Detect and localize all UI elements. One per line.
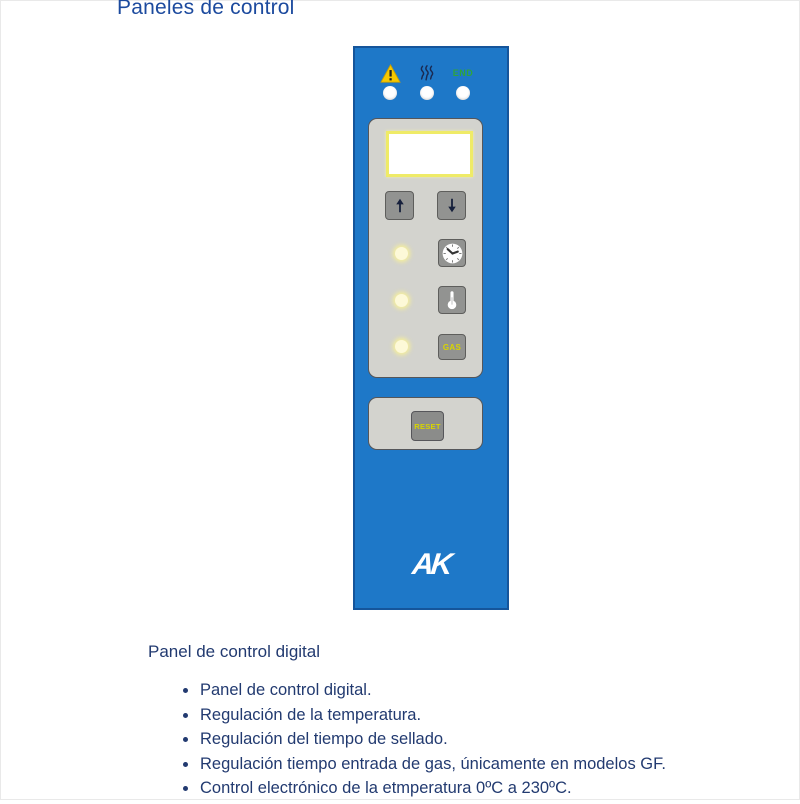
list-item-text: Regulación tiempo entrada de gas, únicamente en modelos GF. xyxy=(200,754,666,773)
thermometer-icon xyxy=(441,289,463,311)
list-item-text: Regulación del tiempo de sellado. xyxy=(200,730,448,748)
list-item xyxy=(181,755,666,774)
gas-button-label: GAS xyxy=(442,342,462,352)
digital-display xyxy=(386,131,473,177)
up-button xyxy=(385,191,414,220)
gas-button xyxy=(438,334,466,360)
reset-button xyxy=(411,411,444,441)
brand-logo: AK xyxy=(410,548,452,581)
temperature-button xyxy=(438,286,466,314)
warning-triangle-icon xyxy=(372,62,408,84)
sealing-led xyxy=(420,86,434,100)
timer-led xyxy=(395,247,408,260)
status-led-row xyxy=(355,86,507,104)
heat-waves-icon xyxy=(409,62,445,84)
list-item-text: Control electrónico de la etmperatura 0ºC a 230ºC. xyxy=(200,779,572,797)
reset-button-label: RESET xyxy=(414,421,441,431)
end-indicator-label xyxy=(445,62,481,84)
arrow-up-icon xyxy=(391,196,409,215)
list-item xyxy=(181,706,666,725)
end-label-text: END xyxy=(452,68,474,78)
down-button xyxy=(437,191,466,220)
list-item xyxy=(181,681,666,700)
timer-button xyxy=(438,239,466,267)
image-caption: Panel de control digital xyxy=(148,642,321,661)
list-item-text: Regulación de la temperatura. xyxy=(200,705,422,724)
page-title: Paneles de control xyxy=(117,0,295,19)
temperature-led xyxy=(395,294,408,307)
gas-led xyxy=(395,340,408,353)
reset-section xyxy=(368,397,483,450)
list-item xyxy=(181,779,666,798)
feature-list xyxy=(181,681,666,804)
control-panel-image xyxy=(353,46,509,610)
list-item-text: Panel de control digital. xyxy=(200,681,372,699)
clock-icon xyxy=(441,242,464,265)
warning-led xyxy=(383,86,397,100)
arrow-down-icon xyxy=(443,196,461,215)
keypad-section xyxy=(368,118,483,378)
end-led xyxy=(456,86,470,100)
list-item xyxy=(181,730,666,749)
indicator-icons-row xyxy=(355,62,507,84)
